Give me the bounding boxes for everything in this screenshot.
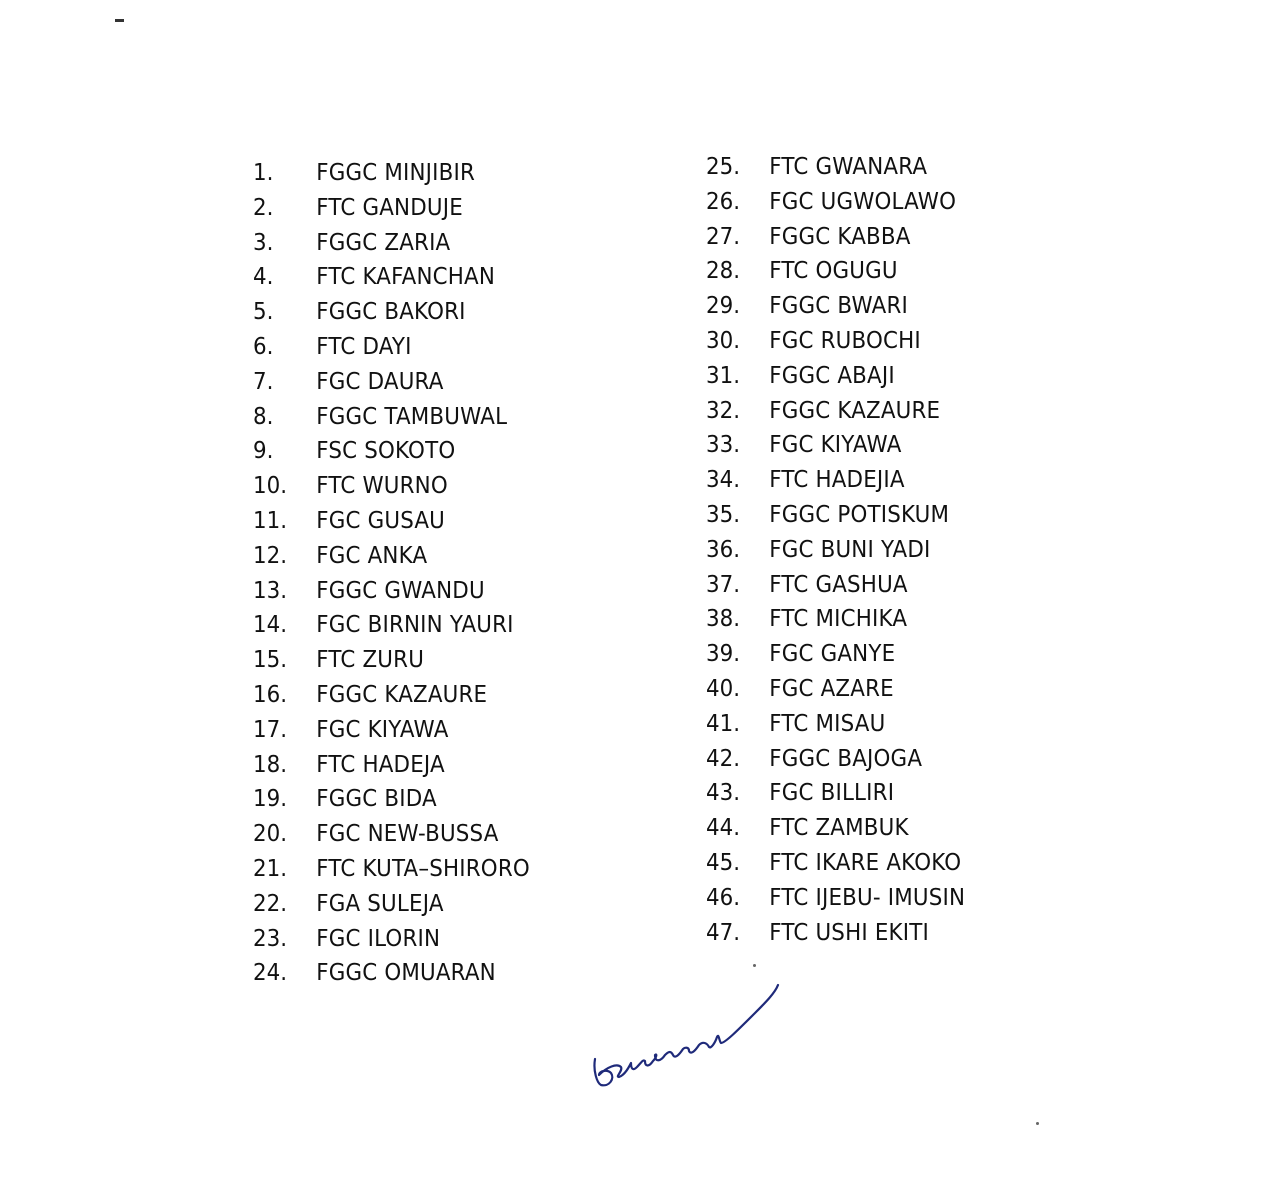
list-item	[253, 608, 530, 643]
list-item	[253, 156, 530, 191]
school-name: FGGC BAJOGA	[769, 745, 923, 772]
list-item	[706, 185, 965, 220]
school-name: FGGC ABAJI	[769, 362, 895, 389]
item-number: 39.	[706, 641, 741, 668]
school-name: FGGC KABBA	[769, 223, 911, 250]
list-item	[253, 504, 530, 539]
school-name: FTC GANDUJE	[316, 194, 463, 221]
school-name: FTC MICHIKA	[769, 606, 908, 633]
item-number: 3.	[253, 229, 274, 256]
item-number: 24.	[253, 960, 288, 987]
list-item	[253, 574, 530, 609]
school-name: FGGC POTISKUM	[769, 501, 950, 528]
school-name: FGC ILORIN	[316, 925, 441, 952]
school-name: FGGC KAZAURE	[769, 397, 941, 424]
item-number: 25.	[706, 154, 741, 180]
list-item	[253, 748, 530, 783]
school-name: FTC ZAMBUK	[769, 815, 909, 842]
school-name: FGC KIYAWA	[316, 716, 449, 743]
list-item	[706, 254, 965, 289]
list-item	[253, 678, 530, 713]
school-name: FTC KAFANCHAN	[316, 264, 496, 291]
list-item	[706, 150, 965, 185]
item-number: 13.	[253, 577, 288, 604]
list-item	[706, 602, 965, 637]
list-item	[706, 568, 965, 603]
item-number: 42.	[706, 745, 741, 772]
school-name: FTC GASHUA	[769, 571, 908, 598]
school-name: FGGC TAMBUWAL	[316, 403, 508, 430]
list-item	[253, 956, 530, 991]
school-name: FTC MISAU	[769, 710, 886, 737]
school-name: FGGC ZARIA	[316, 229, 451, 256]
list-item	[706, 359, 965, 394]
list-item	[253, 191, 530, 226]
item-number: 27.	[706, 223, 741, 250]
item-number: 43.	[706, 780, 741, 807]
list-item	[706, 220, 965, 255]
item-number: 38.	[706, 606, 741, 633]
item-number: 31.	[706, 362, 741, 389]
list-item	[253, 260, 530, 295]
school-name: FGC RUBOCHI	[769, 327, 921, 354]
list-item	[706, 533, 965, 568]
list-item	[706, 637, 965, 672]
list-item	[253, 852, 530, 887]
list-item	[253, 434, 530, 469]
item-number: 7.	[253, 368, 274, 395]
list-item	[706, 776, 965, 811]
list-item	[706, 707, 965, 742]
item-number: 12.	[253, 542, 288, 569]
school-name: FGC KIYAWA	[769, 432, 902, 459]
list-item	[706, 394, 965, 429]
school-name: FGC NEW-BUSSA	[316, 821, 499, 848]
list-item	[253, 713, 530, 748]
scan-speck	[1036, 1122, 1039, 1125]
list-item	[706, 846, 965, 881]
item-number: 41.	[706, 710, 741, 737]
item-number: 47.	[706, 919, 741, 946]
item-number: 46.	[706, 884, 741, 911]
school-name: FGA SULEJA	[316, 890, 444, 917]
item-number: 34.	[706, 467, 741, 494]
school-name: FGC BUNI YADI	[769, 536, 931, 563]
list-item	[253, 400, 530, 435]
list-item	[706, 881, 965, 916]
school-name: FTC GWANARA	[769, 154, 928, 180]
list-item	[253, 643, 530, 678]
school-name: FTC HADEJIA	[769, 467, 905, 494]
school-name: FSC SOKOTO	[316, 438, 456, 465]
school-name: FTC WURNO	[316, 473, 448, 500]
handwritten-signature	[585, 963, 785, 1093]
list-item	[706, 428, 965, 463]
list-item	[253, 226, 530, 261]
item-number: 9.	[253, 438, 274, 465]
list-item	[706, 811, 965, 846]
school-name: FGC AZARE	[769, 675, 894, 702]
list-item	[706, 672, 965, 707]
item-number: 36.	[706, 536, 741, 563]
item-number: 1.	[253, 160, 274, 186]
item-number: 21.	[253, 855, 288, 882]
school-name: FGGC OMUARAN	[316, 960, 496, 987]
item-number: 10.	[253, 473, 288, 500]
list-item	[706, 498, 965, 533]
item-number: 33.	[706, 432, 741, 459]
item-number: 14.	[253, 612, 288, 639]
item-number: 18.	[253, 751, 288, 778]
item-number: 29.	[706, 293, 741, 320]
scan-mark	[115, 19, 124, 22]
school-name: FGGC BAKORI	[316, 299, 466, 326]
school-name: FGC BIRNIN YAURI	[316, 612, 514, 639]
list-item	[706, 463, 965, 498]
item-number: 26.	[706, 188, 741, 215]
list-item	[253, 469, 530, 504]
list-item	[706, 916, 965, 951]
school-name: FTC OGUGU	[769, 258, 898, 285]
school-name: FGC UGWOLAWO	[769, 188, 957, 215]
item-number: 19.	[253, 786, 288, 813]
school-name: FGGC BIDA	[316, 786, 437, 813]
list-item	[253, 365, 530, 400]
item-number: 11.	[253, 507, 288, 534]
item-number: 37.	[706, 571, 741, 598]
item-number: 17.	[253, 716, 288, 743]
item-number: 22.	[253, 890, 288, 917]
list-item	[706, 324, 965, 359]
list-item	[253, 539, 530, 574]
school-name: FTC KUTA–SHIRORO	[316, 855, 530, 882]
school-name: FTC IJEBU- IMUSIN	[769, 884, 966, 911]
list-item	[253, 817, 530, 852]
list-item	[706, 742, 965, 777]
item-number: 6.	[253, 333, 274, 360]
item-number: 35.	[706, 501, 741, 528]
school-name: FGGC KAZAURE	[316, 681, 488, 708]
item-number: 15.	[253, 647, 288, 674]
list-item	[253, 922, 530, 957]
list-item	[253, 295, 530, 330]
school-name: FGGC GWANDU	[316, 577, 485, 604]
school-name: FGC GUSAU	[316, 507, 446, 534]
school-name: FGGC MINJIBIR	[316, 160, 476, 186]
item-number: 20.	[253, 821, 288, 848]
item-number: 2.	[253, 194, 274, 221]
school-name: FGGC BWARI	[769, 293, 908, 320]
item-number: 30.	[706, 327, 741, 354]
item-number: 16.	[253, 681, 288, 708]
item-number: 4.	[253, 264, 274, 291]
list-item	[706, 289, 965, 324]
school-name: FGC ANKA	[316, 542, 428, 569]
list-item	[253, 887, 530, 922]
item-number: 23.	[253, 925, 288, 952]
item-number: 5.	[253, 299, 274, 326]
school-name: FGC GANYE	[769, 641, 896, 668]
school-name: FGC DAURA	[316, 368, 444, 395]
list-item	[253, 782, 530, 817]
school-list-left-column	[253, 156, 551, 991]
item-number: 32.	[706, 397, 741, 424]
item-number: 45.	[706, 849, 741, 876]
school-name: FTC HADEJA	[316, 751, 445, 778]
school-list-right-column	[706, 150, 985, 950]
item-number: 8.	[253, 403, 274, 430]
item-number: 44.	[706, 815, 741, 842]
school-name: FGC BILLIRI	[769, 780, 895, 807]
item-number: 40.	[706, 675, 741, 702]
item-number: 28.	[706, 258, 741, 285]
list-item	[253, 330, 530, 365]
school-name: FTC DAYI	[316, 333, 412, 360]
school-name: FTC USHI EKITI	[769, 919, 929, 946]
school-name: FTC ZURU	[316, 647, 425, 674]
school-name: FTC IKARE AKOKO	[769, 849, 962, 876]
